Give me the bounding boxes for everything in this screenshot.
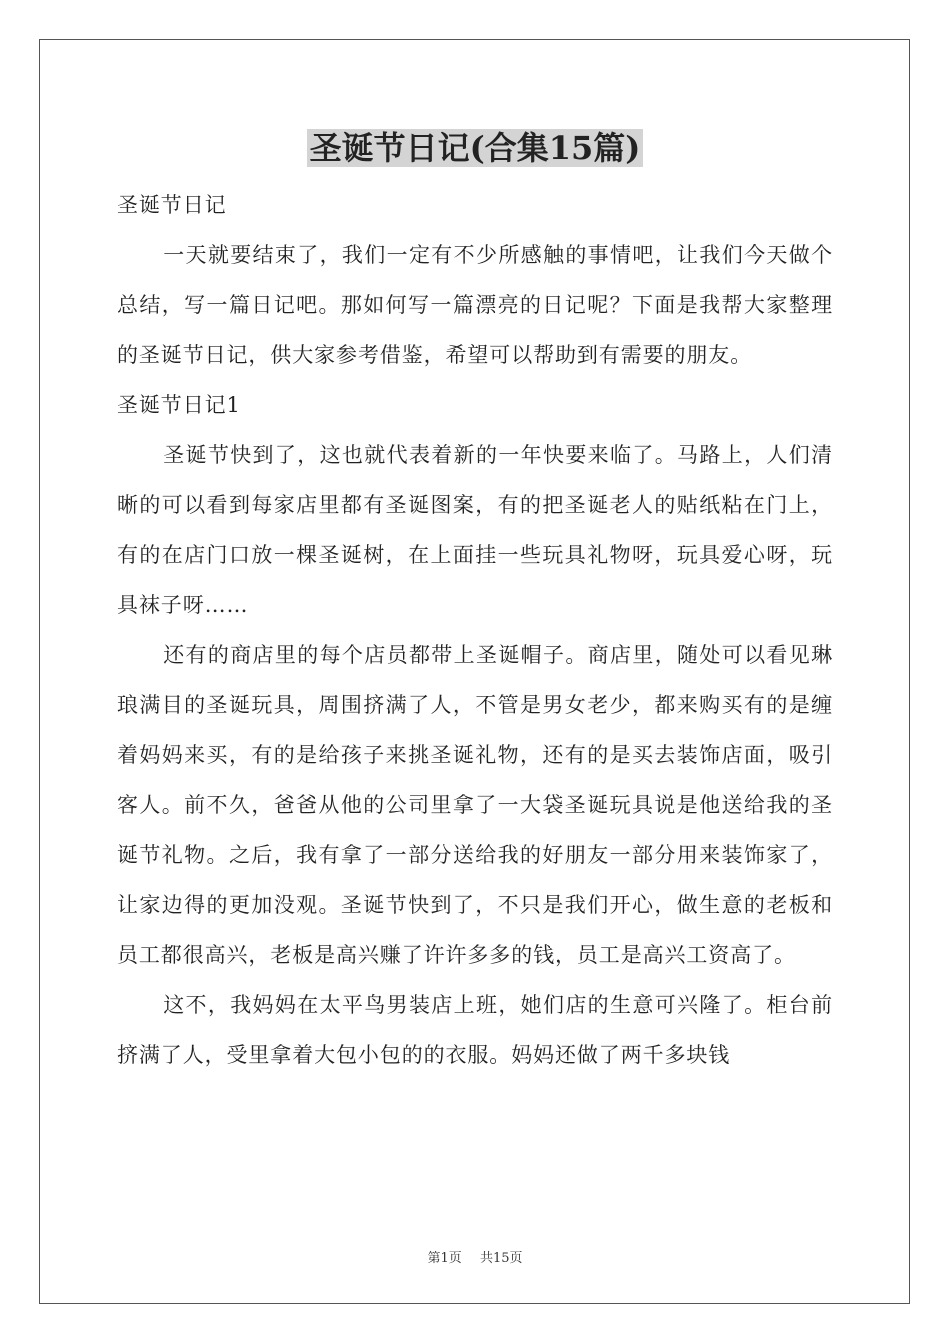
intro-heading: 圣诞节日记: [117, 193, 227, 217]
document-title: [0, 126, 950, 170]
section-heading: 圣诞节日记1: [117, 393, 241, 417]
body-paragraph: 还有的商店里的每个店员都带上圣诞帽子。商店里，随处可以看见琳琅满目的圣诞玩具，周围挤满了人，不管是男女老少，都来购买有的是缠着妈妈来买，有的是给孩子来挑圣诞礼物，还有的是买去装饰店面，吸引客人。前不久，爸爸从他的公司里拿了一大袋圣诞玩具说是他送给我的圣诞节礼物。之后，我有拿了一部分送给我的好朋友一部分用来装饰家了，让家边得的更加没观。圣诞节快到了，不只是我们开心，做生意的老板和员工都很高兴，老板是高兴赚了许许多多的钱，员工是高兴工资高了。: [117, 643, 833, 967]
page-total: 共15页: [479, 1251, 523, 1266]
body-paragraph: 圣诞节快到了，这也就代表着新的一年快要来临了。马路上，人们清晰的可以看到每家店里都有圣诞图案，有的把圣诞老人的贴纸粘在门上，有的在店门口放一棵圣诞树，在上面挂一些玩具礼物呀，玩具爱心呀，玩具袜子呀……: [117, 443, 833, 617]
body-paragraph: 这不，我妈妈在太平鸟男装店上班，她们店的生意可兴隆了。柜台前挤满了人，受里拿着大包小包的的衣服。妈妈还做了两千多块钱: [117, 993, 833, 1067]
intro-paragraph: 一天就要结束了，我们一定有不少所感触的事情吧，让我们今天做个总结，写一篇日记吧。那如何写一篇漂亮的日记呢？下面是我帮大家整理的圣诞节日记，供大家参考借鉴，希望可以帮助到有需要的朋友。: [117, 243, 833, 367]
document-title-text: 圣诞节日记(合集15篇): [307, 129, 644, 167]
page-footer: [0, 1247, 950, 1266]
page-number: 第1页: [427, 1251, 462, 1266]
document-body: [117, 180, 833, 1080]
